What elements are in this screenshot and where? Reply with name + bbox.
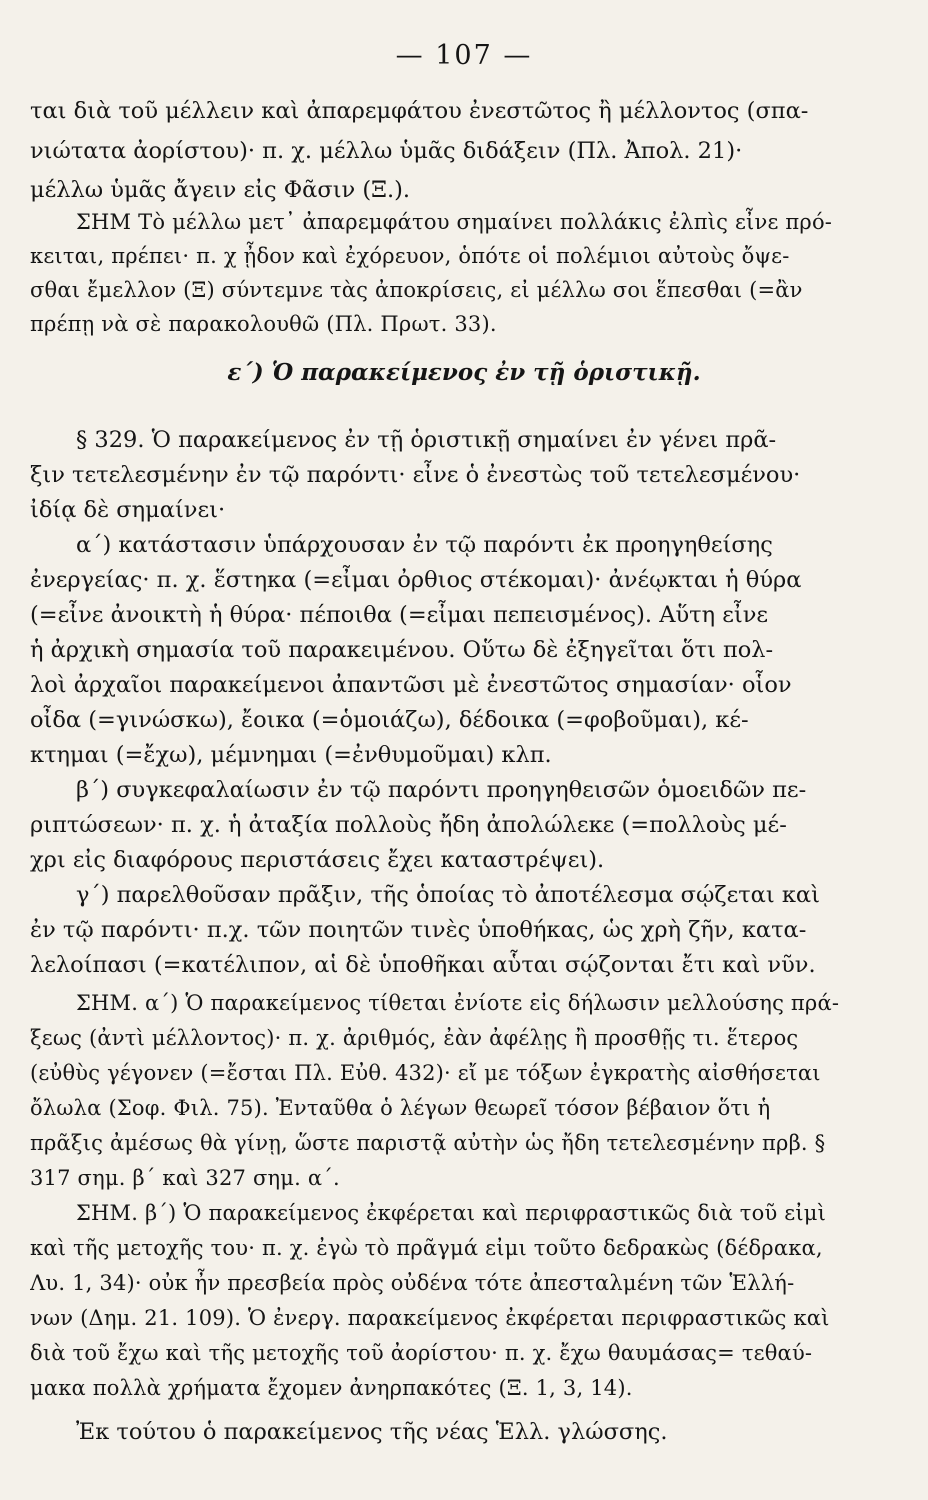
text-line: Ἐκ τούτου ὁ παρακείμενος τῆς νέας Ἑλλ. γλώσσης. xyxy=(76,1419,668,1445)
text-line: ἐν τῷ παρόντι· π.χ. τῶν ποιητῶν τινὲς ὑποθήκας, ὡς χρὴ ζῆν, κατα- xyxy=(30,917,807,943)
page-number: — 107 — xyxy=(395,40,533,71)
text-line: ριπτώσεων· π. χ. ἡ ἀταξία πολλοὺς ἤδη ἀπολώλεκε (=πολλοὺς μέ- xyxy=(30,812,787,838)
text-line: β΄) συγκεφαλαίωσιν ἐν τῷ παρόντι προηγηθεισῶν ὁμοειδῶν πε- xyxy=(76,777,807,803)
note-line: ὄλωλα (Σοφ. Φιλ. 75). Ἐνταῦθα ὁ λέγων θεωρεῖ τόσον βέβαιον ὅτι ἡ xyxy=(30,1096,771,1120)
note-line: ξεως (ἀντὶ μέλλοντος)· π. χ. ἀριθμός, ἐὰν ἀφέλῃς ἢ προσθῇς τι. ἕτερος xyxy=(30,1026,799,1050)
note-line: κειται, πρέπει· π. χ ᾖδον καὶ ἐχόρευον, ὁπότε οἱ πολέμιοι αὐτοὺς ὄψε- xyxy=(30,244,790,268)
note-line: πρᾶξις ἀμέσως θὰ γίνῃ, ὥστε παριστᾷ αὐτὴν ὡς ἤδη τετελεσμένην πρβ. § xyxy=(30,1131,826,1155)
text-line: λελοίπασι (=κατέλιπον, αἱ δὲ ὑποθῆκαι αὗται σῴζονται ἔτι καὶ νῦν. xyxy=(30,952,816,978)
text-line: νιώτατα ἀορίστου)· π. χ. μέλλω ὑμᾶς διδάξειν (Πλ. Ἀπολ. 21)· xyxy=(30,138,743,164)
text-line: ξιν τετελεσμένην ἐν τῷ παρόντι· εἶνε ὁ ἐνεστὼς τοῦ τετελεσμένου· xyxy=(30,462,801,488)
note-line: νων (Δημ. 21. 109). Ὁ ἐνεργ. παρακείμενος ἐκφέρεται περιφραστικῶς καὶ xyxy=(30,1306,830,1330)
note-line: ΣΗΜ. α΄) Ὁ παρακείμενος τίθεται ἐνίοτε εἰς δήλωσιν μελλούσης πρά- xyxy=(76,991,840,1015)
note-line: 317 σημ. β΄ καὶ 327 σημ. α΄. xyxy=(30,1166,340,1190)
text-line: χρι εἰς διαφόρους περιστάσεις ἔχει καταστρέψει). xyxy=(30,847,605,873)
note-line: ΣΗΜ. β΄) Ὁ παρακείμενος ἐκφέρεται καὶ περιφραστικῶς διὰ τοῦ εἰμὶ xyxy=(76,1201,827,1225)
text-line: γ΄) παρελθοῦσαν πρᾶξιν, τῆς ὁποίας τὸ ἀποτέλεσμα σῴζεται καὶ xyxy=(76,882,820,908)
text-line: λοὶ ἀρχαῖοι παρακείμενοι ἀπαντῶσι μὲ ἐνεστῶτος σημασίαν· οἷον xyxy=(30,672,792,698)
text-line: α΄) κατάστασιν ὑπάρχουσαν ἐν τῷ παρόντι ἐκ προηγηθείσης xyxy=(76,532,773,558)
note-line: μακα πολλὰ χρήματα ἔχομεν ἀνηρπακότες (Ξ. 1, 3, 14). xyxy=(30,1376,633,1400)
text-line: ἐνεργείας· π. χ. ἕστηκα (=εἶμαι ὀρθιος στέκομαι)· ἀνέῳκται ἡ θύρα xyxy=(30,567,802,593)
text-line: ἡ ἀρχικὴ σημασία τοῦ παρακειμένου. Οὕτω δὲ ἐξηγεῖται ὅτι πολ- xyxy=(30,637,774,663)
note-line: καὶ τῆς μετοχῆς του· π. χ. ἐγὼ τὸ πρᾶγμά εἰμι τοῦτο δεδρακὼς (δέδρακα, xyxy=(30,1236,823,1260)
note-line: διὰ τοῦ ἔχω καὶ τῆς μετοχῆς τοῦ ἀορίστου· π. χ. ἔχω θαυμάσας= τεθαύ- xyxy=(30,1341,813,1365)
note-line: ΣΗΜ Τὸ μέλλω μετ᾽ ἀπαρεμφάτου σημαίνει πολλάκις ἐλπὶς εἶνε πρό- xyxy=(76,210,833,234)
text-line: μέλλω ὑμᾶς ἄγειν εἰς Φᾶσιν (Ξ.). xyxy=(30,177,411,203)
text-line: § 329. Ὁ παρακείμενος ἐν τῇ ὁριστικῇ σημαίνει ἐν γένει πρᾶ- xyxy=(76,427,777,453)
text-line: οἶδα (=γινώσκω), ἔοικα (=ὁμοιάζω), δέδοικα (=φοβοῦμαι), κέ- xyxy=(30,707,749,733)
text-line: (=εἶνε ἀνοικτὴ ἡ θύρα· πέποιθα (=εἶμαι πεπεισμένος). Αὕτη εἶνε xyxy=(30,602,769,628)
text-line: ται διὰ τοῦ μέλλειν καὶ ἀπαρεμφάτου ἐνεστῶτος ἢ μέλλοντος (σπα- xyxy=(30,98,809,124)
note-line: σθαι ἔμελλον (Ξ) σύντεμνε τὰς ἀποκρίσεις, εἰ μέλλω σοι ἕπεσθαι (=ἂν xyxy=(30,278,803,302)
text-line: κτημαι (=ἔχω), μέμνημαι (=ἐνθυμοῦμαι) κλπ. xyxy=(30,742,552,768)
note-line: (εὐθὺς γέγονεν (=ἔσται Πλ. Εὐθ. 432)· εἴ με τόξων ἐγκρατὴς αἰσθήσεται xyxy=(30,1061,821,1085)
note-line: πρέπῃ νὰ σὲ παρακολουθῶ (Πλ. Πρωτ. 33). xyxy=(30,312,497,336)
note-line: Λυ. 1, 34)· οὐκ ἦν πρεσβεία πρὸς οὐδένα τότε ἀπεσταλμένη τῶν Ἑλλή- xyxy=(30,1271,795,1295)
text-line: ἰδίᾳ δὲ σημαίνει· xyxy=(30,497,226,523)
section-heading: ε΄) Ὁ παρακείμενος ἐν τῇ ὁριστικῇ. xyxy=(227,359,701,386)
